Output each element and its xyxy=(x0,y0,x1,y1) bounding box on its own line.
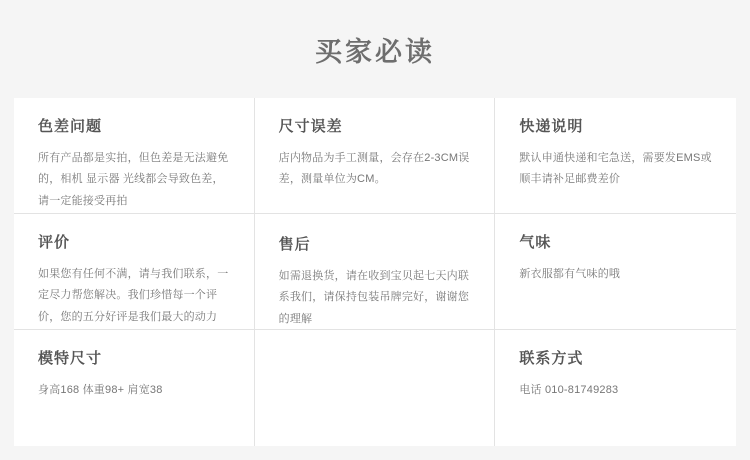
notice-cell-empty xyxy=(255,330,496,446)
notice-title: 模特尺寸 xyxy=(38,350,103,367)
notice-body: 默认申通快递和宅急送，需要发EMS或顺丰请补足邮费差价 xyxy=(519,152,712,186)
notice-grid xyxy=(14,98,736,446)
notice-body: 如需退换货，请在收到宝贝起七天内联系我们，请保持包装吊牌完好，谢谢您的理解 xyxy=(278,270,470,325)
notice-title: 评价 xyxy=(38,234,71,251)
notice-body: 新衣服都有气味的哦 xyxy=(519,268,621,280)
notice-body: 如果您有任何不满，请与我们联系，一定尽力帮您解决。我们珍惜每一个评价，您的五分好评是我们最大的动力 xyxy=(38,268,229,323)
notice-cell-size-tolerance xyxy=(255,98,496,214)
notice-cell-after-sales xyxy=(255,214,496,330)
page-title: 买家必读 xyxy=(315,36,435,67)
notice-title: 尺寸误差 xyxy=(278,118,343,135)
notice-cell-smell xyxy=(495,214,736,330)
notice-cell-contact xyxy=(495,330,736,446)
notice-title: 联系方式 xyxy=(519,350,584,367)
notice-cell-model-size xyxy=(14,330,255,446)
notice-cell-color-difference xyxy=(14,98,255,214)
notice-cell-review xyxy=(14,214,255,330)
notice-body: 店内物品为手工测量，会存在2-3CM误差，测量单位为CM。 xyxy=(278,152,470,186)
page-header xyxy=(0,0,750,98)
notice-cell-shipping xyxy=(495,98,736,214)
notice-title: 气味 xyxy=(519,234,552,251)
notice-title: 快递说明 xyxy=(519,118,584,135)
notice-body: 身高168 体重98+ 肩宽38 xyxy=(38,384,163,396)
notice-body: 电话 010-81749283 xyxy=(519,384,619,396)
notice-body: 所有产品都是实拍，但色差是无法避免的，相机 显示器 光线都会导致色差，请一定能接受再拍 xyxy=(38,152,229,207)
notice-title: 色差问题 xyxy=(38,118,103,135)
notice-title: 售后 xyxy=(278,236,311,253)
